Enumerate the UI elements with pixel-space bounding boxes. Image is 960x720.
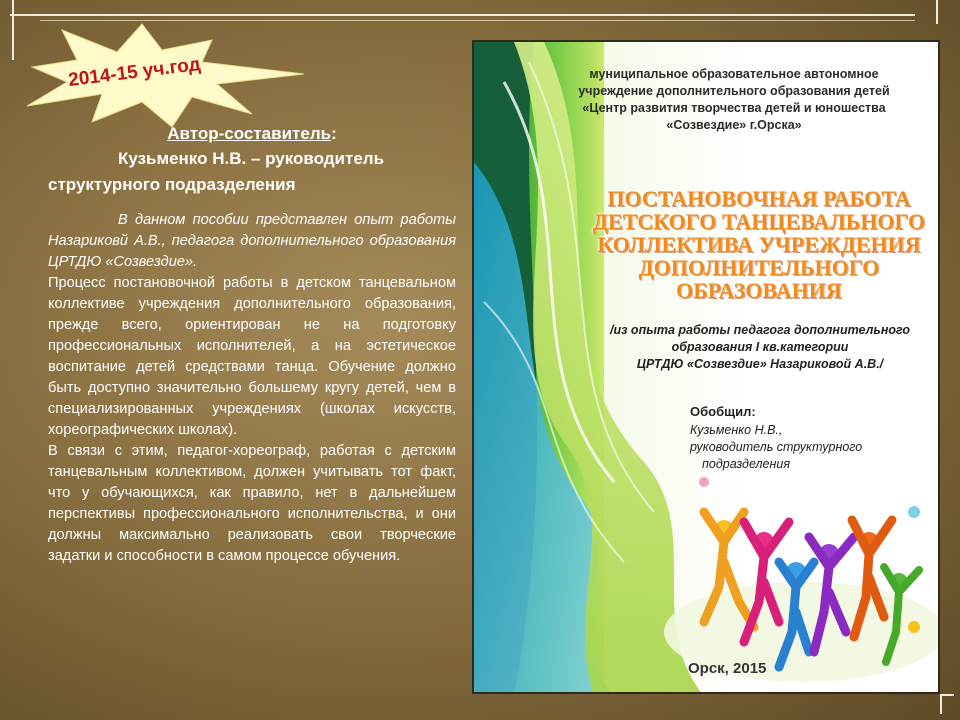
generalized-line-3: подразделения (702, 457, 790, 471)
title-line-1: ПОСТАНОВОЧНАЯ РАБОТА (607, 186, 911, 211)
cover-title (584, 187, 934, 302)
author-name (48, 146, 456, 198)
title-line-4: ДОПОЛНИТЕЛЬНОГО (638, 255, 880, 280)
left-frame-line (12, 0, 14, 60)
cover-organization (564, 66, 904, 134)
subtitle-line-2: образования I кв.категории (671, 340, 849, 354)
top-frame-line-2 (40, 20, 915, 21)
generalized-label: Обобщил: (690, 404, 756, 419)
right-frame-line (936, 0, 938, 24)
description-text (48, 210, 456, 567)
author-name-line1: Кузьменко Н.В. – руководитель (118, 149, 385, 168)
cover-subtitle (590, 322, 930, 373)
org-line-2: учреждение дополнительного образования детей (578, 84, 890, 98)
org-line-1: муниципальное образовательное автономное (589, 67, 879, 81)
author-name-line2: структурного подразделения (48, 175, 296, 194)
title-line-3: КОЛЛЕКТИВА УЧРЕЖДЕНИЯ (597, 232, 921, 257)
title-line-5: ОБРАЗОВАНИЯ (676, 278, 842, 303)
generalized-line-1: Кузьменко Н.В., (690, 423, 783, 437)
generalized-line-2: руководитель структурного (690, 440, 863, 454)
author-heading-colon: : (331, 124, 337, 143)
paragraph-1: Процесс постановочной работы в детском танцевальном коллективе учреждения дополнительного образования, прежде всего, ориентирован не на подготовку профессиональных исполнителей, а на эстетическое воспитание детей средствами танца. Обучение должно быть доступно значительно большему кругу детей, чем в специализированных учреждениях (школах искусств, хореографических школах). (48, 275, 456, 438)
subtitle-line-3: ЦРТДЮ «Созвездие» Назариковой А.В./ (636, 357, 884, 371)
generalized-by (690, 422, 862, 473)
bottom-frame-line-2 (940, 694, 954, 696)
org-line-4: «Созвездие» г.Орска» (666, 118, 802, 132)
intro-paragraph: В данном пособии представлен опыт работы Назариковй А.В., педагога дополнительного образования ЦРТДЮ «Созвездие». (48, 212, 456, 270)
title-line-2: ДЕТСКОГО ТАНЦЕВАЛЬНОГО (592, 209, 926, 234)
org-line-3: «Центр развития творчества детей и юношества (582, 101, 886, 115)
cover-city-year: Орск, 2015 (688, 660, 767, 677)
author-heading (48, 124, 456, 144)
subtitle-line-1: /из опыта работы педагога дополнительного (609, 323, 911, 337)
paragraph-2: В связи с этим, педагог-хореограф, работая с детским танцевальным коллективом, должен учитывать тот факт, что у обучающихся, как правило, нет в дальнейшем перспективы профессионального исполнительства, и они должны максимально реализовать свои творческие задатки и способности в самом процессе обучения. (48, 443, 456, 564)
book-cover (472, 40, 940, 694)
author-heading-label: Автор-составитель (167, 124, 332, 143)
top-frame-line (10, 14, 915, 16)
school-year-badge-text: 2014-15 уч.год (67, 53, 202, 92)
bottom-frame-line (940, 694, 942, 714)
